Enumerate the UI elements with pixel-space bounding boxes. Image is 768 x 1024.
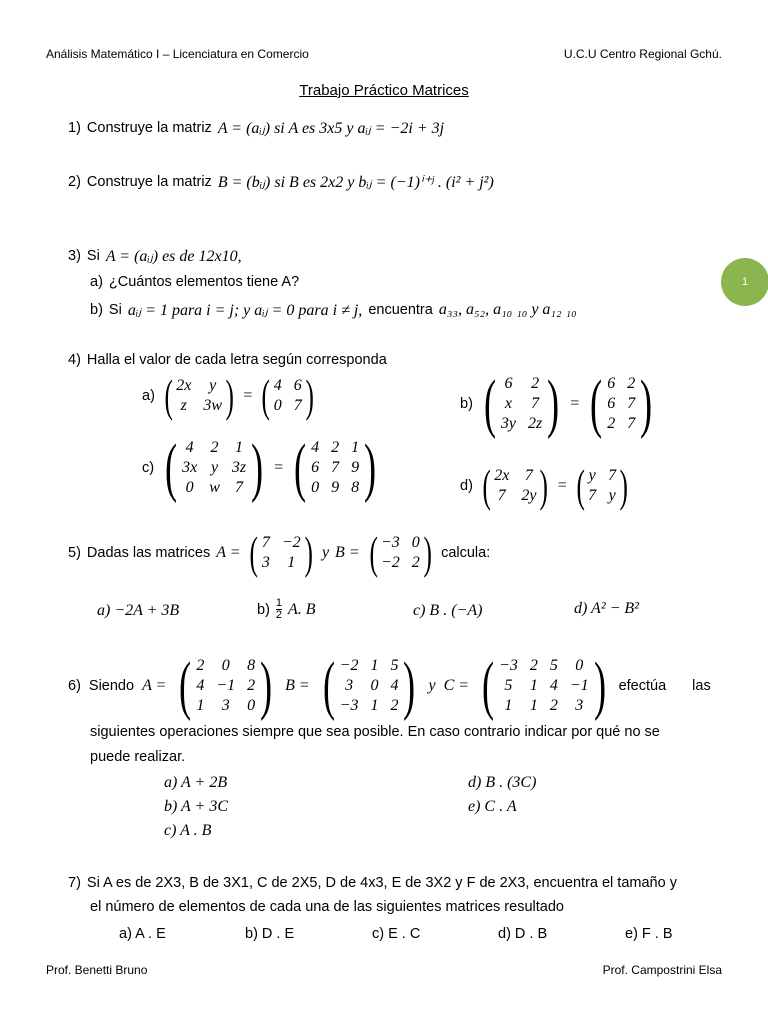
question-3	[68, 246, 242, 266]
footer-right: Prof. Campostrini Elsa	[602, 963, 722, 977]
left-paren: (	[482, 460, 491, 511]
matrix-grid	[262, 533, 301, 573]
q6-item-d: d) B . (3C)	[468, 774, 537, 791]
q5-item-b: b) $\frac{1}{2}$ A. B	[257, 597, 316, 621]
matrix-cell: −1	[216, 677, 236, 694]
left-paren: (	[294, 431, 307, 504]
matrix-cell: 8	[247, 657, 256, 674]
matrix-cell: 6	[311, 459, 320, 476]
fraction: $\frac{1}{2}$	[275, 597, 283, 621]
q3-text: Si	[86, 248, 100, 264]
matrix-cell: 4	[185, 439, 194, 456]
matrix-cell: 8	[351, 479, 360, 496]
matrix-grid	[196, 656, 255, 716]
q2-text: Construye la matriz	[86, 174, 212, 190]
matrix	[161, 370, 237, 421]
q6-item-b: b) A + 3C	[164, 798, 228, 815]
q4-part-d: d) ( 2x 7 7 2y ) = ( y 7 7 y )	[460, 466, 631, 506]
matrix-cell: 7	[293, 397, 302, 414]
left-paren: (	[179, 649, 192, 722]
matrix-cell: 0	[311, 479, 320, 496]
matrix-cell: 1	[287, 554, 296, 571]
matrix	[258, 370, 317, 421]
left-paren: (	[590, 367, 603, 440]
left-paren: (	[369, 527, 378, 578]
q6-item-a: a) A + 2B	[164, 774, 228, 791]
matrix	[477, 649, 611, 722]
q7-item-a: a) A . E	[119, 926, 166, 942]
matrix-cell: y	[210, 459, 219, 476]
page-number-badge: 1	[721, 258, 768, 306]
matrix-grid	[607, 374, 635, 434]
q6-line-3: puede realizar.	[90, 749, 186, 765]
right-paren: )	[593, 649, 606, 722]
q1-number: 1)	[68, 120, 81, 136]
matrix-grid	[274, 376, 302, 416]
question-7: 7) Si A es de 2X3, B de 3X1, C de 2X5, D de 4x3, E de 3X2 y F de 2X3, encuentra el tamaño y	[68, 875, 677, 891]
q3-part-b: b) Si aᵢⱼ = 1 para i = j; y aᵢⱼ = 0 para i ≠ j, encuentra a₃₃, a₅₂, a₁₀ ₁₀ y a₁₂ ₁₀	[90, 301, 577, 319]
q3-number: 3)	[68, 248, 81, 264]
matrix-cell: 4	[196, 677, 205, 694]
matrix-cell: 1	[234, 439, 243, 456]
matrix-cell: 0	[575, 657, 584, 674]
matrix-cell: 0	[185, 479, 194, 496]
matrix-cell: 2y	[521, 487, 537, 504]
q7-item-b: b) D . E	[245, 926, 295, 942]
matrix-cell: −2	[339, 657, 359, 674]
matrix-cell: 1	[370, 657, 379, 674]
left-paren: (	[483, 367, 496, 440]
matrix-cell: 1	[351, 439, 360, 456]
matrix-cell: 0	[221, 657, 230, 674]
matrix-cell: 2	[331, 439, 340, 456]
matrix-grid	[499, 656, 589, 716]
matrix	[318, 649, 421, 722]
matrix-cell: −3	[339, 697, 359, 714]
matrix-cell: 2	[529, 657, 538, 674]
matrix-cell: 3	[221, 697, 230, 714]
question-5: 5) Dadas las matrices A = ( 7 −2 3 1 ) y B = ( −3 0 −2 2 ) calcula:	[68, 527, 491, 578]
matrix-cell: x	[504, 395, 512, 412]
q6-item-c: c) A . B	[164, 822, 212, 839]
matrix-cell: −3	[499, 657, 518, 674]
matrix-cell: 0	[273, 397, 282, 414]
matrix	[366, 527, 435, 578]
q3-part-a: a) ¿Cuántos elementos tiene A?	[90, 274, 300, 290]
q7-line-2: el número de elementos de cada una de las siguientes matrices resultado	[90, 899, 564, 915]
matrix-cell: 2	[531, 375, 540, 392]
matrix	[573, 460, 632, 511]
matrix-cell: w	[209, 479, 220, 496]
matrix-cell: 2	[549, 697, 558, 714]
left-paren: (	[164, 370, 173, 421]
footer-left: Prof. Benetti Bruno	[46, 963, 148, 977]
left-paren: (	[261, 370, 271, 421]
right-paren: )	[547, 367, 560, 440]
matrix-cell: 1	[529, 677, 538, 694]
matrix-cell: 7	[627, 395, 636, 412]
q4-part-c: c) ( 4 2 1 3x y 3z 0 w 7 ) = ( 4 2 1 6 7 9 0 9 8 )	[142, 438, 381, 498]
matrix-cell: 5	[390, 657, 399, 674]
matrix-cell: −2	[380, 554, 400, 571]
matrix-cell: 2	[210, 439, 219, 456]
matrix	[479, 460, 552, 511]
matrix-cell: −3	[380, 534, 400, 551]
matrix-cell: 0	[247, 697, 256, 714]
matrix	[174, 649, 277, 722]
q5-item-c: c) B . (−A)	[413, 602, 483, 619]
matrix-cell: 5	[549, 657, 558, 674]
matrix-cell: 1	[196, 697, 205, 714]
matrix-cell: 2	[411, 554, 420, 571]
matrix-cell: 7	[261, 534, 270, 551]
matrix	[585, 367, 657, 440]
matrix-cell: 1	[529, 697, 538, 714]
page-title: Trabajo Práctico Matrices	[299, 82, 469, 99]
right-paren: )	[251, 431, 264, 504]
matrix-cell: 7	[608, 467, 617, 484]
matrix-cell: 2	[390, 697, 399, 714]
matrix-cell: −1	[569, 677, 589, 694]
matrix-cell: 7	[524, 467, 533, 484]
matrix-cell: 7	[627, 415, 636, 432]
matrix-cell: 2	[247, 677, 256, 694]
matrix-cell: 0	[411, 534, 420, 551]
matrix-grid	[381, 533, 420, 573]
q6-line-2: siguientes operaciones siempre que sea posible. En caso contrario indicar por qué no se	[90, 724, 660, 740]
matrix-cell: 3w	[203, 397, 223, 414]
matrix	[479, 367, 564, 440]
matrix-cell: y	[608, 487, 616, 504]
question-2	[68, 172, 494, 192]
matrix-cell: 9	[331, 479, 340, 496]
matrix-cell: 7	[497, 487, 506, 504]
question-4: 4) Halla el valor de cada letra según corresponda	[68, 352, 387, 368]
matrix-cell: y	[209, 377, 217, 394]
matrix-cell: 6	[607, 375, 616, 392]
q5-item-a: a) −2A + 3B	[97, 602, 180, 619]
matrix-grid	[501, 374, 542, 434]
header-left: Análisis Matemático I – Licenciatura en Comercio	[46, 47, 309, 61]
matrix-cell: 7	[234, 479, 243, 496]
matrix-cell: 6	[607, 395, 616, 412]
matrix-cell: 2x	[494, 467, 510, 484]
matrix-grid	[340, 656, 399, 716]
matrix-grid	[494, 466, 536, 506]
right-paren: )	[304, 527, 313, 578]
matrix-cell: 1	[504, 697, 513, 714]
matrix-cell: 4	[390, 677, 399, 694]
q7-item-d: d) D . B	[498, 926, 548, 942]
right-paren: )	[423, 527, 432, 578]
right-paren: )	[364, 431, 377, 504]
question-6: 6) Siendo A = ( 2 0 8 4 −1 2 1 3 0 ) B = ( −2 1 5 3 0 4 −3 1 2 ) y C = ( −3 2 5 0 5 1 4 −1 1 1 2 3 ) efectúa las	[68, 649, 711, 722]
left-paren: (	[481, 649, 495, 722]
matrix-cell: 3z	[231, 459, 247, 476]
q5-item-d: d) A² − B²	[574, 600, 639, 617]
matrix-grid	[588, 466, 616, 506]
matrix-cell: 4	[273, 377, 282, 394]
matrix	[289, 431, 381, 504]
right-paren: )	[305, 370, 314, 421]
matrix-cell: 7	[531, 395, 540, 412]
q1-formula: A = (aᵢⱼ) si A es 3x5 y aᵢⱼ = −2i + 3j	[217, 120, 445, 137]
q7-item-e: e) F . B	[625, 926, 673, 942]
q2-number: 2)	[68, 174, 81, 190]
matrix-cell: 2z	[528, 415, 543, 432]
matrix-cell: 0	[370, 677, 379, 694]
q1-text: Construye la matriz	[86, 120, 212, 136]
question-1	[68, 118, 444, 138]
left-paren: (	[322, 649, 335, 722]
right-paren: )	[260, 649, 273, 722]
matrix-cell: −2	[281, 534, 301, 551]
left-paren: (	[165, 431, 178, 504]
q3-formula: A = (aᵢⱼ) es de 12x10,	[105, 248, 242, 265]
matrix	[160, 431, 268, 504]
right-paren: )	[619, 460, 629, 511]
left-paren: (	[249, 527, 259, 578]
matrix-grid	[176, 376, 222, 416]
header-right: U.C.U Centro Regional Gchú.	[563, 47, 722, 61]
q4-part-a: a) ( 2x y z 3w ) = ( 4 6 0 7 )	[142, 376, 317, 416]
right-paren: )	[225, 370, 234, 421]
matrix-cell: 7	[331, 459, 340, 476]
matrix-cell: 6	[293, 377, 302, 394]
matrix-grid	[182, 438, 246, 498]
matrix-cell: 3y	[500, 415, 516, 432]
matrix-cell: 2	[627, 375, 636, 392]
matrix-cell: 5	[504, 677, 513, 694]
matrix-cell: 3	[345, 677, 354, 694]
matrix-cell: 1	[370, 697, 379, 714]
q6-item-e: e) C . A	[468, 798, 517, 815]
matrix-cell: 2	[196, 657, 205, 674]
q4-part-b: b) ( 6 2 x 7 3y 2z ) = ( 6 2 6 7 2 7 )	[460, 374, 657, 434]
matrix-cell: 6	[504, 375, 513, 392]
matrix-cell: 2	[607, 415, 616, 432]
right-paren: )	[539, 460, 549, 511]
q7-item-c: c) E . C	[372, 926, 421, 942]
right-paren: )	[640, 367, 653, 440]
right-paren: )	[403, 649, 416, 722]
matrix-cell: 3	[261, 554, 270, 571]
matrix-cell: z	[180, 397, 187, 414]
matrix-cell: 4	[311, 439, 320, 456]
matrix-cell: 2x	[176, 377, 192, 394]
matrix-cell: 4	[549, 677, 558, 694]
matrix-cell: y	[588, 467, 596, 484]
matrix-cell: 3	[575, 697, 584, 714]
left-paren: (	[576, 460, 585, 511]
q2-formula: B = (bᵢⱼ) si B es 2x2 y bᵢⱼ = (−1)ⁱ⁺ʲ . (i² + j²)	[217, 174, 494, 191]
matrix-grid	[311, 438, 359, 498]
matrix-cell: 7	[588, 487, 597, 504]
matrix	[246, 527, 315, 578]
matrix-cell: 3x	[182, 459, 198, 476]
matrix-cell: 9	[351, 459, 360, 476]
